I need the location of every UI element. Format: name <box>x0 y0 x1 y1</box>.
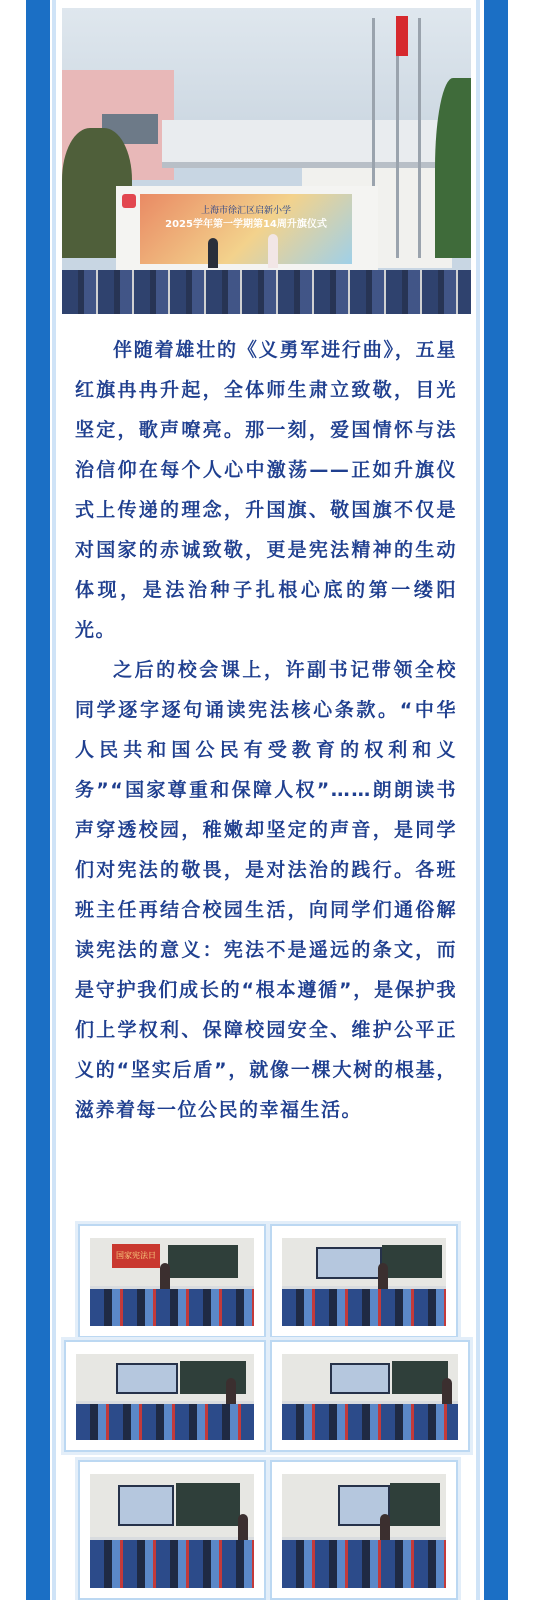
classroom-photo-gallery <box>62 1222 474 1600</box>
school-logo-icon <box>122 194 136 208</box>
gallery-photo-3 <box>64 1340 266 1452</box>
flag-ceremony-photo <box>62 8 471 314</box>
paragraph-2: 之后的校会课上，许副书记带领全校同学逐字逐句诵读宪法核心条款。“中华人民共和国公民有受教育的权利和义务”“国家尊重和保障人权”……朗朗读书声穿透校园，稚嫩却坚定的声音，是同学们对宪法的敬畏，是对法治的践行。各班班主任再结合校园生活，向同学们通俗解读宪法的意义：宪法不是遥远的条文，而是守护我们成长的“根本遵循”，是保护我们上学权利、保障校园安全、维护公平正义的“坚实后盾”，就像一棵大树的根基，滋养着每一位公民的幸福生活。 <box>75 659 457 1121</box>
article-body <box>75 330 457 1130</box>
stage-banner <box>140 194 352 264</box>
gallery-photo-2 <box>270 1224 458 1338</box>
banner-event-title: 2025学年第一学期第14周升旗仪式 <box>165 219 327 230</box>
gallery-photo-5 <box>78 1460 266 1600</box>
gallery-photo-1 <box>78 1224 266 1338</box>
left-blue-border <box>26 0 50 1600</box>
students-crowd <box>62 270 471 314</box>
banner-school-name: 上海市徐汇区启新小学 <box>200 206 291 216</box>
gallery-photo-6 <box>270 1460 458 1600</box>
constitution-day-screen: 国家宪法日 <box>112 1244 160 1268</box>
paragraph-1: 伴随着雄壮的《义勇军进行曲》，五星红旗冉冉升起，全体师生肃立致敬，目光坚定，歌声嘹亮。那一刻，爱国情怀与法治信仰在每个人心中激荡——正如升旗仪式上传递的理念，升国旗、敬国旗不仅是对国家的赤诚致敬，更是宪法精神的生动体现，是法治种子扎根心底的第一缕阳光。 <box>75 339 457 641</box>
right-light-stripe <box>476 0 480 1600</box>
national-flag-icon <box>396 16 408 56</box>
right-blue-border <box>484 0 508 1600</box>
gallery-photo-4 <box>270 1340 470 1452</box>
left-light-stripe <box>52 0 56 1600</box>
